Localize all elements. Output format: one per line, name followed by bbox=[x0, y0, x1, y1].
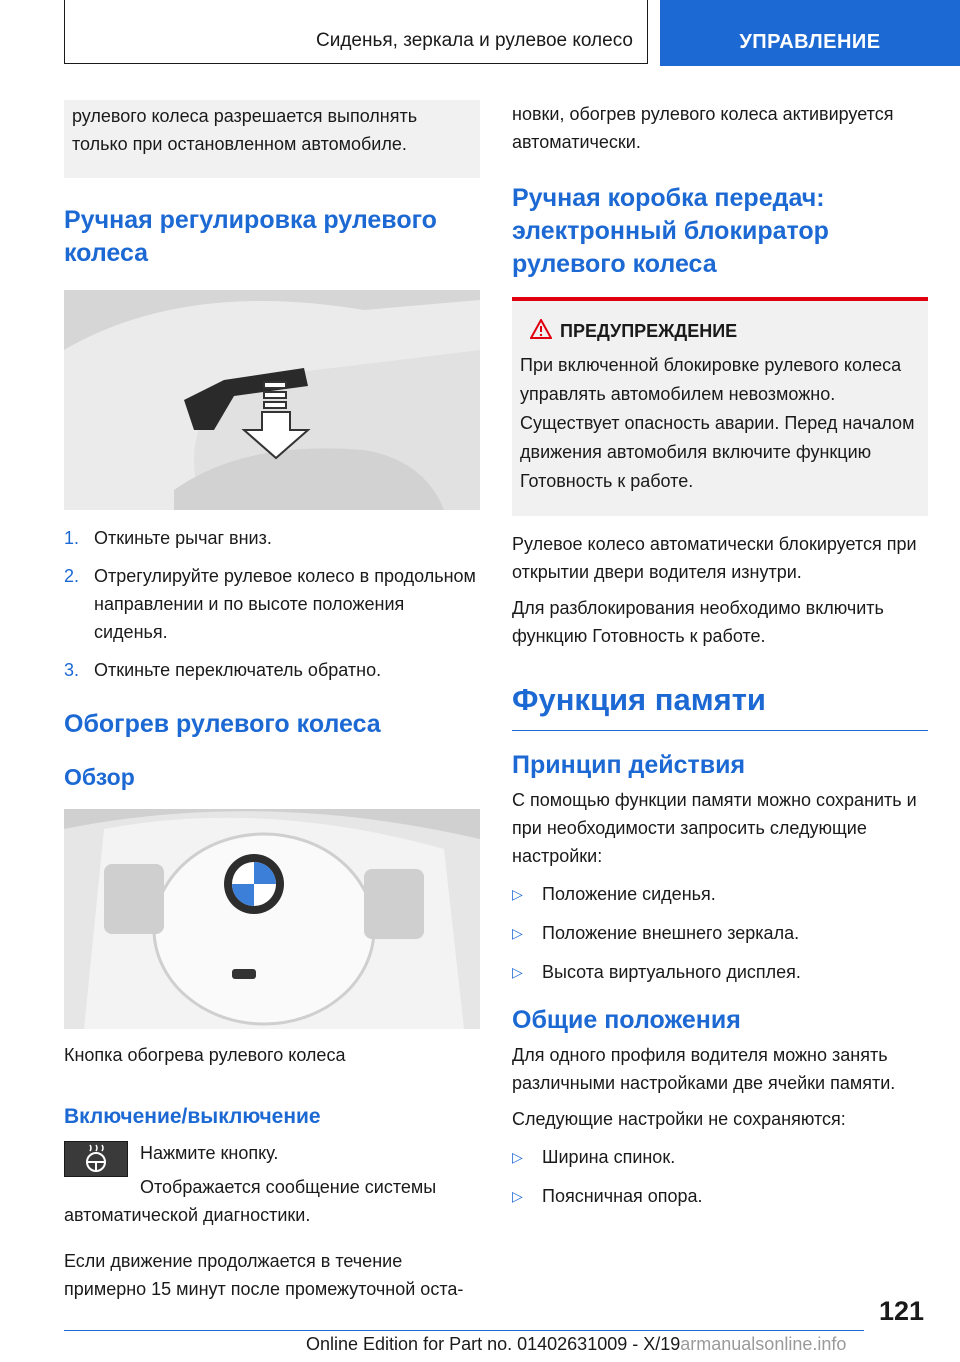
bullet-triangle-icon: ▷ bbox=[512, 1149, 523, 1165]
list-item-text: Ширина спинок. bbox=[542, 1147, 676, 1167]
heading-overview: Обзор bbox=[64, 764, 135, 790]
heading-manual-adjustment: Ручная регулировка рулевого колеса bbox=[64, 206, 437, 267]
heading-heating: Обогрев рулевого колеса bbox=[64, 710, 381, 738]
list-item bbox=[512, 919, 928, 947]
principle-text: С помощью функции памяти можно сохранить и при необходимости запросить следующие настройки: bbox=[512, 790, 917, 866]
note-text: рулевого колеса разрешается выполнять только при остановленном автомобиле. bbox=[72, 106, 418, 154]
watermark-text: armanualsonline.info bbox=[680, 1334, 847, 1354]
not-saved-list bbox=[512, 1143, 928, 1210]
wheel-illustration bbox=[64, 809, 480, 1029]
list-item bbox=[512, 958, 928, 986]
steering-heat-icon bbox=[65, 1142, 127, 1176]
steering-wheel-photo bbox=[64, 809, 480, 1029]
list-item bbox=[64, 524, 480, 552]
step-text: Откиньте рычаг вниз. bbox=[94, 528, 272, 548]
heating-button-symbol bbox=[64, 1141, 128, 1177]
heading-general: Общие положения bbox=[512, 1006, 741, 1034]
page-number: 121 bbox=[878, 1296, 924, 1326]
heading-principle: Принцип действия bbox=[512, 751, 746, 779]
page-header bbox=[0, 0, 960, 66]
warning-triangle-icon bbox=[530, 319, 552, 339]
steering-lever-photo bbox=[64, 290, 480, 510]
footer bbox=[306, 1334, 846, 1355]
right-column bbox=[512, 100, 928, 1221]
list-item bbox=[512, 1143, 928, 1171]
list-item bbox=[64, 562, 480, 646]
heading-steering-lock: Ручная коробка передач: электронный блокиратор рулевого колеса bbox=[512, 184, 829, 278]
note-box bbox=[64, 100, 480, 178]
heading-on-off: Включение/выключение bbox=[64, 1105, 321, 1128]
bullet-triangle-icon: ▷ bbox=[512, 925, 523, 941]
photo-caption: Кнопка обогрева рулевого колеса bbox=[64, 1045, 346, 1065]
step-number: 2. bbox=[64, 566, 80, 586]
list-item bbox=[512, 880, 928, 908]
general-text-2: Следующие настройки не сохраняются: bbox=[512, 1109, 846, 1129]
list-item-text: Высота виртуального дисплея. bbox=[542, 962, 801, 982]
bullet-triangle-icon: ▷ bbox=[512, 886, 523, 902]
heading-memory-function: Функция памяти bbox=[512, 682, 766, 717]
warning-text: При включенной блокировке рулевого колеса управлять автомобилем невозможно. Существует опасность аварии. Перед началом движения автомобиля включите функцию Готовность к работе. bbox=[520, 355, 915, 491]
principle-list bbox=[512, 880, 928, 986]
steps-list bbox=[64, 524, 480, 684]
list-item-text: Положение сиденья. bbox=[542, 884, 716, 904]
heading-rule bbox=[512, 730, 928, 731]
bullet-triangle-icon: ▷ bbox=[512, 1188, 523, 1204]
step-text: Отрегулируйте рулевое колесо в продольном направлении и по высоте положения сиденья. bbox=[94, 566, 476, 642]
displayed-message-text: Отображается сообщение системы автоматической диагностики. bbox=[64, 1177, 437, 1225]
continued-text: Если движение продолжается в течение примерно 15 минут после промежуточной оста- bbox=[64, 1251, 464, 1299]
list-item bbox=[64, 656, 480, 684]
breadcrumb: Сиденья, зеркала и рулевое колесо bbox=[64, 0, 648, 64]
list-item bbox=[512, 1182, 928, 1210]
lock-text-1: Рулевое колесо автоматически блокируется при открытии двери водителя изнутри. bbox=[512, 534, 917, 582]
warning-box bbox=[512, 297, 928, 516]
footer-rule bbox=[64, 1330, 864, 1331]
lock-text-2: Для разблокирования необходимо включить функцию Готовность к работе. bbox=[512, 598, 884, 646]
button-instruction bbox=[64, 1139, 480, 1229]
section-tab: УПРАВЛЕНИЕ bbox=[660, 0, 960, 66]
list-item-text: Положение внешнего зеркала. bbox=[542, 923, 800, 943]
general-text-1: Для одного профиля водителя можно занять различными настройками две ячейки памяти. bbox=[512, 1045, 896, 1093]
step-number: 1. bbox=[64, 528, 80, 548]
continued-text-right: новки, обогрев рулевого колеса активируется автоматически. bbox=[512, 104, 894, 152]
left-column bbox=[64, 100, 480, 1303]
lever-illustration bbox=[64, 290, 480, 510]
list-item-text: Поясничная опора. bbox=[542, 1186, 703, 1206]
step-text: Откиньте переключатель обратно. bbox=[94, 660, 382, 680]
bullet-triangle-icon: ▷ bbox=[512, 964, 523, 980]
step-number: 3. bbox=[64, 660, 80, 680]
edition-text: Online Edition for Part no. 01402631009 - X/19 bbox=[306, 1334, 681, 1354]
press-button-text: Нажмите кнопку. bbox=[140, 1143, 279, 1163]
warning-title-text: ПРЕДУПРЕЖДЕНИЕ bbox=[560, 321, 738, 341]
warning-title bbox=[520, 317, 920, 345]
